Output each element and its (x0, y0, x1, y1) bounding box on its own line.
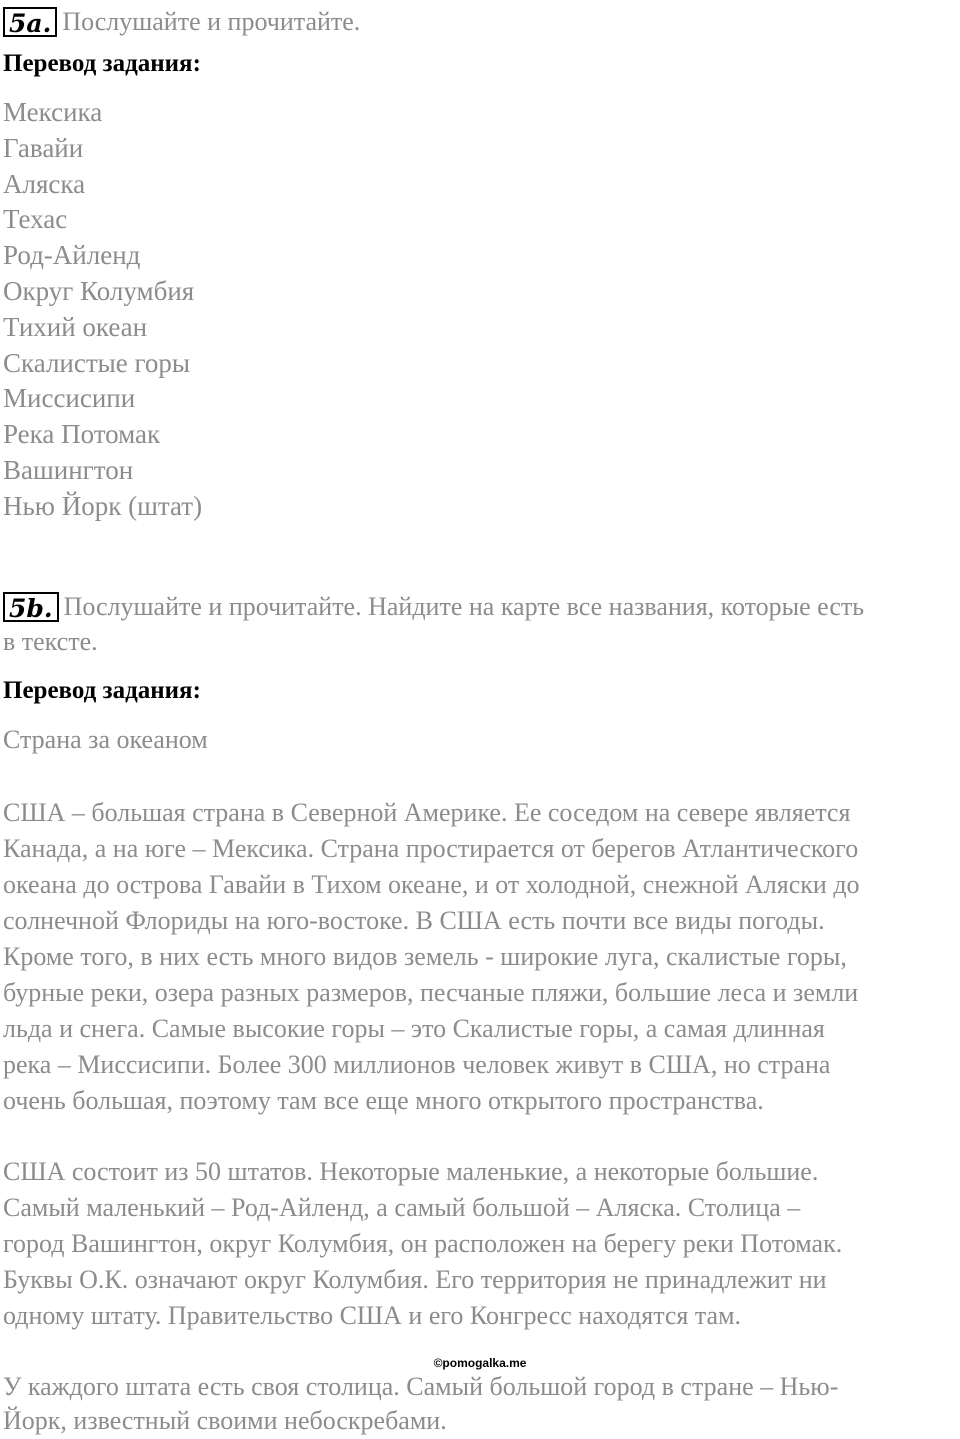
list-item: Техас (3, 204, 68, 235)
task-5a-translation-label: Перевод задания: (3, 50, 201, 77)
list-item: Скалистые горы (3, 347, 191, 378)
paragraph-line: солнечной Флориды на юго-востоке. В США есть почти все виды погоды. (3, 906, 825, 935)
paragraph-line: река – Миссисипи. Более 300 миллионов человек живут в США, но страна (3, 1050, 831, 1079)
paragraph-line: США состоит из 50 штатов. Некоторые маленькие, а некоторые большие. (3, 1157, 819, 1186)
paragraph-line: У каждого штата есть своя столица. Самый большой город в стране – Нью- (3, 1372, 839, 1401)
paragraph-line: Буквы О.К. означают округ Колумбия. Его территория не принадлежит ни (3, 1265, 827, 1294)
list-item: Округ Колумбия (3, 275, 195, 306)
text-title: Страна за океаном (3, 725, 208, 754)
list-item: Река Потомак (3, 419, 161, 450)
task-5b-heading (3, 590, 864, 624)
list-item: Миссисипи (3, 383, 136, 414)
paragraph-line: город Вашингтон, округ Колумбия, он расположен на берегу реки Потомак. (3, 1229, 843, 1258)
paragraph-line: Самый маленький – Род-Айленд, а самый большой – Аляска. Столица – (3, 1193, 801, 1222)
list-item: Вашингтон (3, 454, 134, 485)
paragraph-line: бурные реки, озера разных размеров, песчаные пляжи, большие леса и земли (3, 978, 859, 1007)
list-item: Мексика (3, 97, 103, 127)
task-5a-instruction: Послушайте и прочитайте. (62, 7, 361, 36)
list-item: Тихий океан (3, 311, 148, 342)
watermark: ©pomogalka.me (433, 1356, 527, 1370)
task-5a-word-list (3, 95, 202, 525)
paragraph-line: очень большая, поэтому там все еще много открытого пространства. (3, 1086, 764, 1115)
list-item: Гавайи (3, 132, 84, 163)
list-item: Нью Йорк (штат) (3, 490, 203, 521)
task-5a-number: 5a. (3, 7, 57, 37)
paragraph-line: океана до острова Гавайи в Тихом океане, и от холодной, снежной Аляски до (3, 870, 860, 899)
task-5b-translation-label: Перевод задания: (3, 677, 201, 704)
paragraph-line: одному штату. Правительство США и его Конгресс находятся там. (3, 1301, 742, 1330)
paragraph-line: Кроме того, в них есть много видов земель - широкие луга, скалистые горы, (3, 942, 847, 971)
task-5b-instruction-continued: в тексте. (3, 627, 98, 656)
paragraph-line: США – большая страна в Северной Америке. Ее соседом на севере является (3, 798, 851, 827)
task-5b-instruction: Послушайте и прочитайте. Найдите на карте все названия, которые есть (63, 592, 865, 621)
list-item: Аляска (3, 168, 86, 199)
list-item: Род-Айленд (3, 240, 141, 271)
paragraph-line: Йорк, известный своими небоскребами. (3, 1406, 447, 1435)
task-5b-number: 5b. (3, 592, 59, 622)
paragraph-line: льда и снега. Самые высокие горы – это Скалистые горы, а самая длинная (3, 1014, 825, 1043)
task-5a-heading (3, 5, 360, 39)
paragraph-line: Канада, а на юге – Мексика. Страна простирается от берегов Атлантического (3, 834, 859, 863)
